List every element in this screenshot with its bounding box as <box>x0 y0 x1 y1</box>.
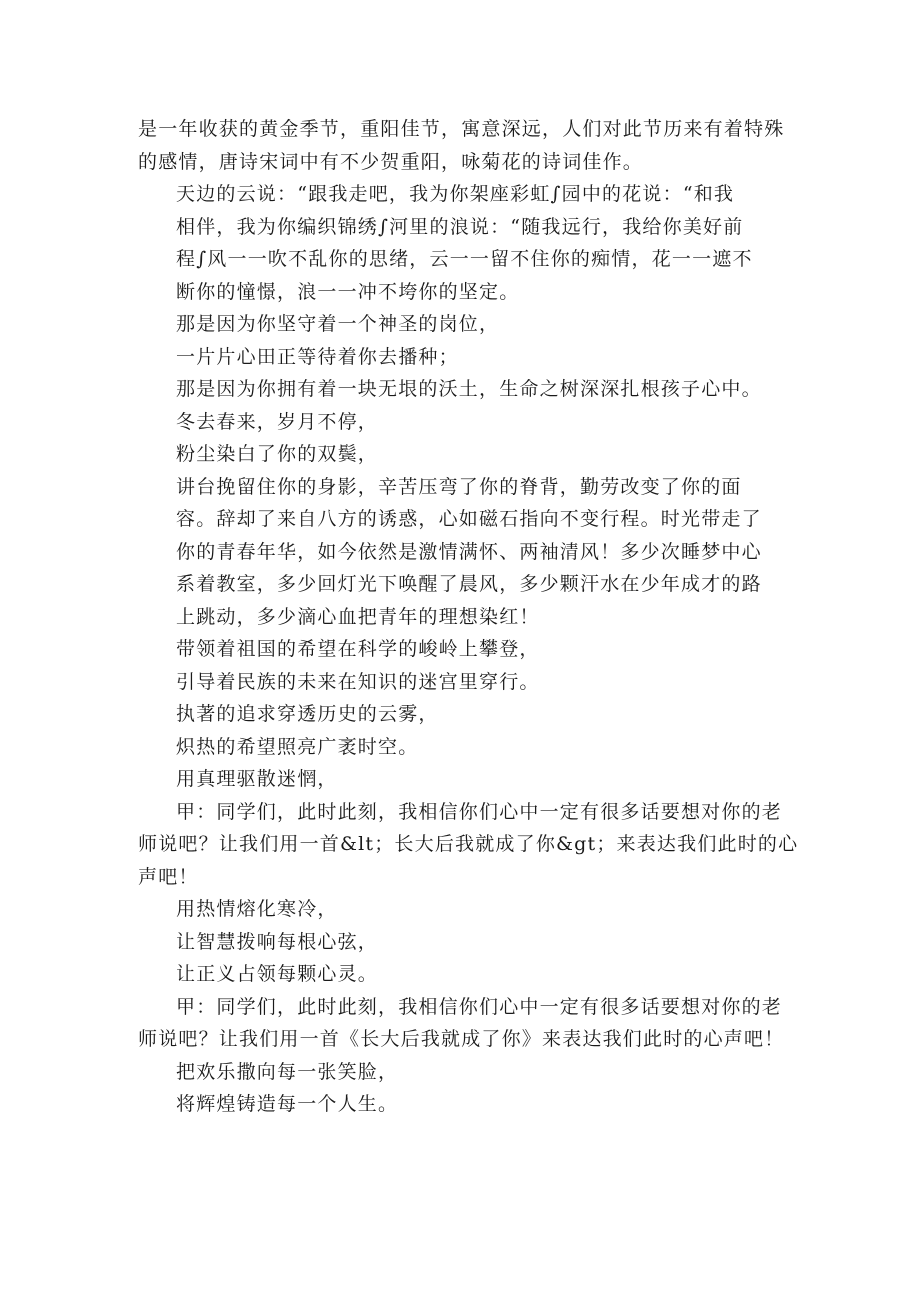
text-line: 冬去春来，岁月不停， <box>176 410 379 433</box>
text-line: 的感情，唐诗宋词中有不少贺重阳，咏菊花的诗词佳作。 <box>138 150 644 173</box>
text-line: 讲台挽留住你的身影，辛苦压弯了你的脊背，勤劳改变了你的面 <box>176 475 742 498</box>
text-line: 粉尘染白了你的双鬓， <box>176 443 379 465</box>
text-line: 师说吧？让我们用一首&lt；长大后我就成了你&gt；来表达我们此时的心 <box>138 833 799 855</box>
text-line: 相伴，我为你编织锦绣∫河里的浪说：“随我远行，我给你美好前 <box>176 215 744 238</box>
text-line: 系着教室，多少回灯光下唤醒了晨风，多少颗汗水在少年成才的路 <box>176 573 762 595</box>
text-line: 断你的憧憬，浪一一冲不垮你的坚定。 <box>176 280 520 303</box>
text-line: 师说吧？让我们用一首《长大后我就成了你》来表达我们此时的心声吧！ <box>138 1028 785 1050</box>
text-line: 一片片心田正等待着你去播种； <box>176 345 459 368</box>
document-body <box>138 113 799 1121</box>
text-line: 引导着民族的未来在知识的迷宫里穿行。 <box>176 670 540 693</box>
text-line: 程∫风一一吹不乱你的思绪，云一一留不住你的痴情，花一一遮不 <box>176 248 753 270</box>
text-line: 甲：同学们，此时此刻，我相信你们心中一定有很多话要想对你的老 <box>176 995 783 1018</box>
text-line: 那是因为你坚守着一个神圣的岗位， <box>176 313 500 335</box>
text-line: 是一年收获的黄金季节，重阳佳节，寓意深远，人们对此节历来有着特殊 <box>138 118 785 140</box>
text-line: 声吧！ <box>138 865 199 888</box>
text-line: 甲：同学们，此时此刻，我相信你们心中一定有很多话要想对你的老 <box>176 800 783 823</box>
text-line: 将辉煌铸造每一个人生。 <box>176 1093 399 1115</box>
text-line: 把欢乐撒向每一张笑脸， <box>176 1060 399 1083</box>
text-line: 用真理驱散迷惘， <box>176 768 338 790</box>
text-line: 带领着祖国的希望在科学的峻岭上攀登， <box>176 638 540 660</box>
text-line: 天边的云说：“跟我走吧，我为你架座彩虹∫园中的花说：“和我 <box>176 183 735 205</box>
text-line: 用热情熔化寒冷， <box>176 898 338 920</box>
text-line: 容。辞却了来自八方的诱惑，心如磁石指向不变行程。时光带走了 <box>176 508 762 530</box>
text-line: 你的青春年华，如今依然是激情满怀、两袖清风！多少次睡梦中心 <box>176 540 762 563</box>
text-line: 让智慧拨响每根心弦， <box>176 930 379 953</box>
text-line: 炽热的希望照亮广袤时空。 <box>176 735 419 758</box>
text-line: 上跳动，多少滴心血把青年的理想染红！ <box>176 605 540 628</box>
text-line: 执著的追求穿透历史的云雾， <box>176 703 439 725</box>
text-line: 那是因为你拥有着一块无垠的沃土，生命之树深深扎根孩子心中。 <box>176 378 762 400</box>
text-line: 让正义占领每颗心灵。 <box>176 963 379 985</box>
